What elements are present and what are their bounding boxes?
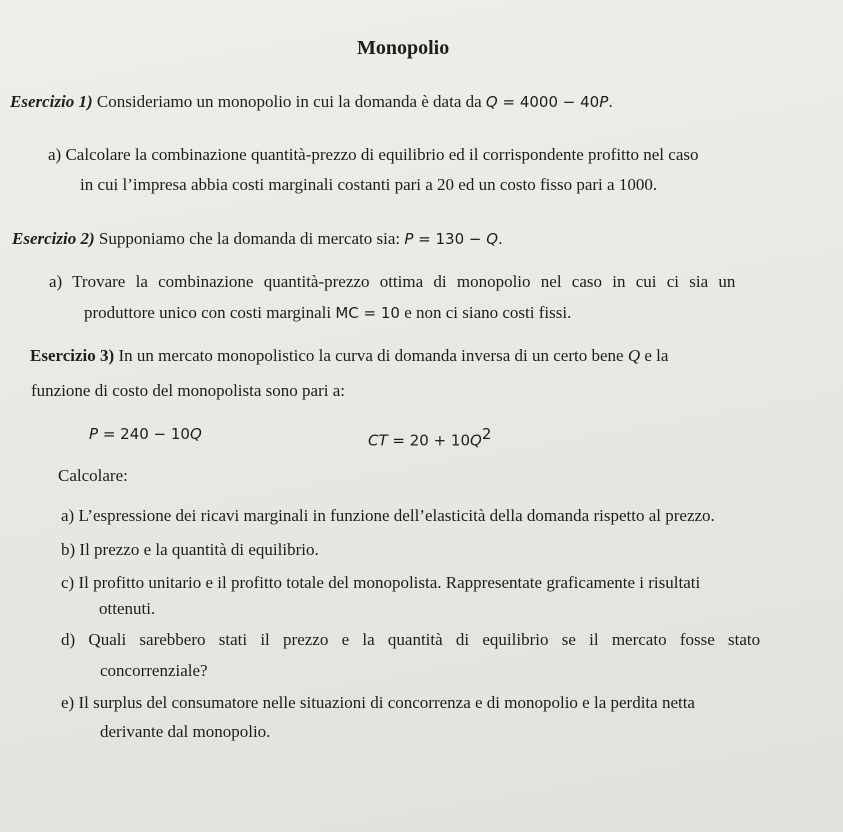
- exercise-1-eq-rhs: = 4000 − 40: [497, 93, 600, 111]
- exercise-3-text-end: e la: [640, 346, 669, 365]
- exercise-2-item-a-mc: MC = 10: [335, 304, 400, 322]
- exercise-1-eq-var: P: [599, 93, 609, 111]
- cost-equation: [368, 424, 491, 451]
- exercise-3-bene: Q: [627, 346, 641, 365]
- cost-eq-ct: CT: [368, 431, 388, 450]
- exercise-3-statement: [30, 346, 668, 366]
- exercise-3-label: Esercizio 3): [30, 346, 115, 365]
- exercise-2-eq-lhs: P: [404, 230, 414, 248]
- demand-eq-p: P: [89, 425, 99, 443]
- exercise-3-item-b: b) Il prezzo e la quantità di equilibrio.: [61, 540, 319, 559]
- exercise-3-item-c-line1: c) Il profitto unitario e il profitto totale del monopolista. Rappresentate graficamente i risultati: [61, 573, 701, 592]
- exercise-1-eq-end: .: [608, 93, 614, 111]
- exercise-3-item-d-line1: d) Quali sarebbero stati il prezzo e la quantità di equilibrio se il mercato fosse stato: [61, 630, 761, 649]
- exercise-3-text: In un mercato monopolistico la curva di domanda inversa di un certo bene: [114, 346, 628, 365]
- exercise-1-label: Esercizio 1): [10, 92, 93, 111]
- exercise-2-item-a-line2-post: e non ci siano costi fissi.: [399, 303, 572, 322]
- exercise-1-statement: [10, 92, 613, 112]
- page-title: Monopolio: [357, 37, 450, 59]
- demand-equation: [89, 424, 202, 444]
- exercise-2-eq-rhs: = 130 −: [413, 230, 487, 248]
- exercise-1-text: Consideriamo un monopolio in cui la domanda è data da: [92, 92, 486, 111]
- exercise-2-item-a-line2: [84, 303, 571, 323]
- exercise-2-item-a-line1: a) Trovare la combinazione quantità-prezzo ottima di monopolio nel caso in cui ci sia un: [49, 272, 736, 291]
- demand-eq-q: Q: [189, 425, 202, 443]
- exercise-3-item-e-line1: e) Il surplus del consumatore nelle situazioni di concorrenza e di monopolio e la perdita netta: [61, 693, 695, 712]
- exercise-3-item-c-line2: ottenuti.: [99, 599, 156, 618]
- exercise-3-item-a: a) L’espressione dei ricavi marginali in funzione dell’elasticità della domanda rispetto al prezzo.: [61, 506, 715, 525]
- exercise-1-item-a-line1: a) Calcolare la combinazione quantità-prezzo di equilibrio ed il corrispondente profitto nel caso: [48, 145, 699, 164]
- exercise-2-statement: [12, 229, 503, 249]
- exercise-3-line2: funzione di costo del monopolista sono pari a:: [31, 381, 345, 400]
- exercise-2-eq-end: .: [498, 230, 503, 248]
- exercise-2-text: Supponiamo che la domanda di mercato sia:: [94, 229, 405, 248]
- exercise-1-item-a-line2: in cui l’impresa abbia costi marginali costanti pari a 20 ed un costo fisso pari a 1000.: [80, 175, 658, 194]
- exercise-3-item-e-line2: derivante dal monopolio.: [100, 722, 271, 741]
- exercise-2-eq-var: Q: [486, 230, 499, 248]
- calcolare-label: Calcolare:: [58, 466, 128, 485]
- exercise-3-item-d-line2: concorrenziale?: [100, 661, 208, 680]
- cost-eq-rest: = 20 + 10: [387, 431, 471, 450]
- exercise-2-label: Esercizio 2): [12, 229, 95, 248]
- demand-eq-rest: = 240 − 10: [98, 425, 190, 443]
- cost-eq-q: Q: [470, 431, 482, 450]
- cost-eq-exponent: 2: [481, 425, 492, 443]
- exercise-2-item-a-line2-pre: produttore unico con costi marginali: [84, 303, 336, 322]
- exercise-1-eq-lhs: Q: [485, 93, 498, 111]
